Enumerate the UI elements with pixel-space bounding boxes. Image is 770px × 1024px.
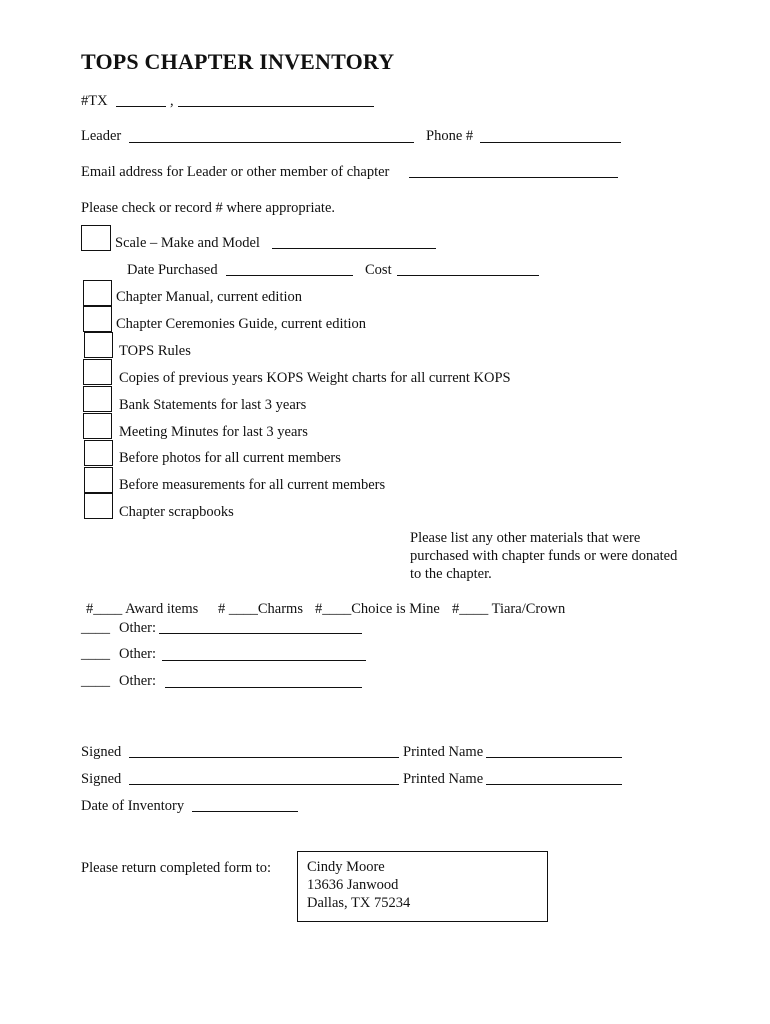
date-purchased-field[interactable] (226, 275, 353, 276)
signed-label-1: Signed (81, 771, 122, 787)
cost-label: Cost (365, 262, 392, 278)
checklist-item-3: Copies of previous years KOPS Weight charts for all current KOPS (119, 370, 511, 386)
checklist-checkbox-1[interactable] (83, 306, 112, 332)
checklist-checkbox-0[interactable] (83, 280, 112, 306)
checklist-item-5: Meeting Minutes for last 3 years (119, 424, 308, 440)
choice-is-mine-label: #____Choice is Mine (315, 601, 440, 617)
signed-label-0: Signed (81, 744, 122, 760)
checklist-item-8: Chapter scrapbooks (119, 504, 234, 520)
scale-model-field[interactable] (272, 248, 436, 249)
other-materials-note-line-1: purchased with chapter funds or were donated (410, 548, 678, 564)
tiara-crown-label: #____ Tiara/Crown (452, 601, 566, 617)
checklist-checkbox-2[interactable] (84, 332, 113, 358)
tx-label: #TX (81, 93, 108, 109)
cost-field[interactable] (397, 275, 539, 276)
phone-label: Phone # (426, 128, 474, 144)
other-label-0: Other: (119, 620, 157, 636)
scale-label: Scale – Make and Model (115, 235, 260, 251)
award-items-label: #____ Award items (86, 601, 199, 617)
page-title: TOPS CHAPTER INVENTORY (81, 49, 395, 74)
return-address-line-0: Cindy Moore (307, 859, 385, 875)
printed-name-label-1: Printed Name (403, 771, 484, 787)
date-of-inventory-label: Date of Inventory (81, 798, 185, 814)
checklist-checkbox-4[interactable] (83, 386, 112, 412)
charms-label: # ____Charms (218, 601, 303, 617)
leader-label: Leader (81, 128, 122, 144)
other-label-2: Other: (119, 673, 157, 689)
other-materials-note-line-2: to the chapter. (410, 566, 492, 582)
other-field-0[interactable] (159, 633, 362, 634)
date-of-inventory-field[interactable] (192, 811, 298, 812)
checklist-checkbox-6[interactable] (84, 440, 113, 466)
tx-name-field[interactable] (178, 106, 374, 107)
checklist-item-0: Chapter Manual, current edition (116, 289, 303, 305)
other-field-2[interactable] (165, 687, 362, 688)
printed-name-label-0: Printed Name (403, 744, 484, 760)
other-materials-note-line-0: Please list any other materials that were (410, 530, 641, 546)
email-field[interactable] (409, 177, 618, 178)
return-address-box (297, 851, 548, 922)
printed-name-field-1[interactable] (486, 784, 622, 785)
email-label: Email address for Leader or other member of chapter (81, 164, 390, 180)
other-blank-1: ____ (81, 646, 110, 662)
other-label-1: Other: (119, 646, 157, 662)
checklist-item-7: Before measurements for all current members (119, 477, 386, 493)
other-blank-0: ____ (81, 620, 110, 636)
checklist-checkbox-3[interactable] (83, 359, 112, 385)
checklist-item-6: Before photos for all current members (119, 450, 341, 466)
scale-checkbox[interactable] (81, 225, 111, 251)
leader-field[interactable] (129, 142, 414, 143)
other-field-1[interactable] (162, 660, 366, 661)
printed-name-field-0[interactable] (486, 757, 622, 758)
signed-field-1[interactable] (129, 784, 399, 785)
instruction-text: Please check or record # where appropriate. (81, 200, 336, 216)
checklist-checkbox-8[interactable] (84, 493, 113, 519)
phone-field[interactable] (480, 142, 621, 143)
return-address-line-1: 13636 Janwood (307, 877, 399, 893)
other-blank-2: ____ (81, 673, 110, 689)
return-label: Please return completed form to: (81, 860, 272, 876)
tx-number-field[interactable] (116, 106, 166, 107)
signed-field-0[interactable] (129, 757, 399, 758)
checklist-item-1: Chapter Ceremonies Guide, current edition (116, 316, 367, 332)
date-purchased-label: Date Purchased (127, 262, 218, 278)
tx-comma: , (170, 93, 174, 109)
checklist-checkbox-7[interactable] (84, 467, 113, 493)
checklist-item-4: Bank Statements for last 3 years (119, 397, 307, 413)
checklist-item-2: TOPS Rules (119, 343, 191, 359)
return-address-line-2: Dallas, TX 75234 (307, 895, 411, 911)
checklist-checkbox-5[interactable] (83, 413, 112, 439)
